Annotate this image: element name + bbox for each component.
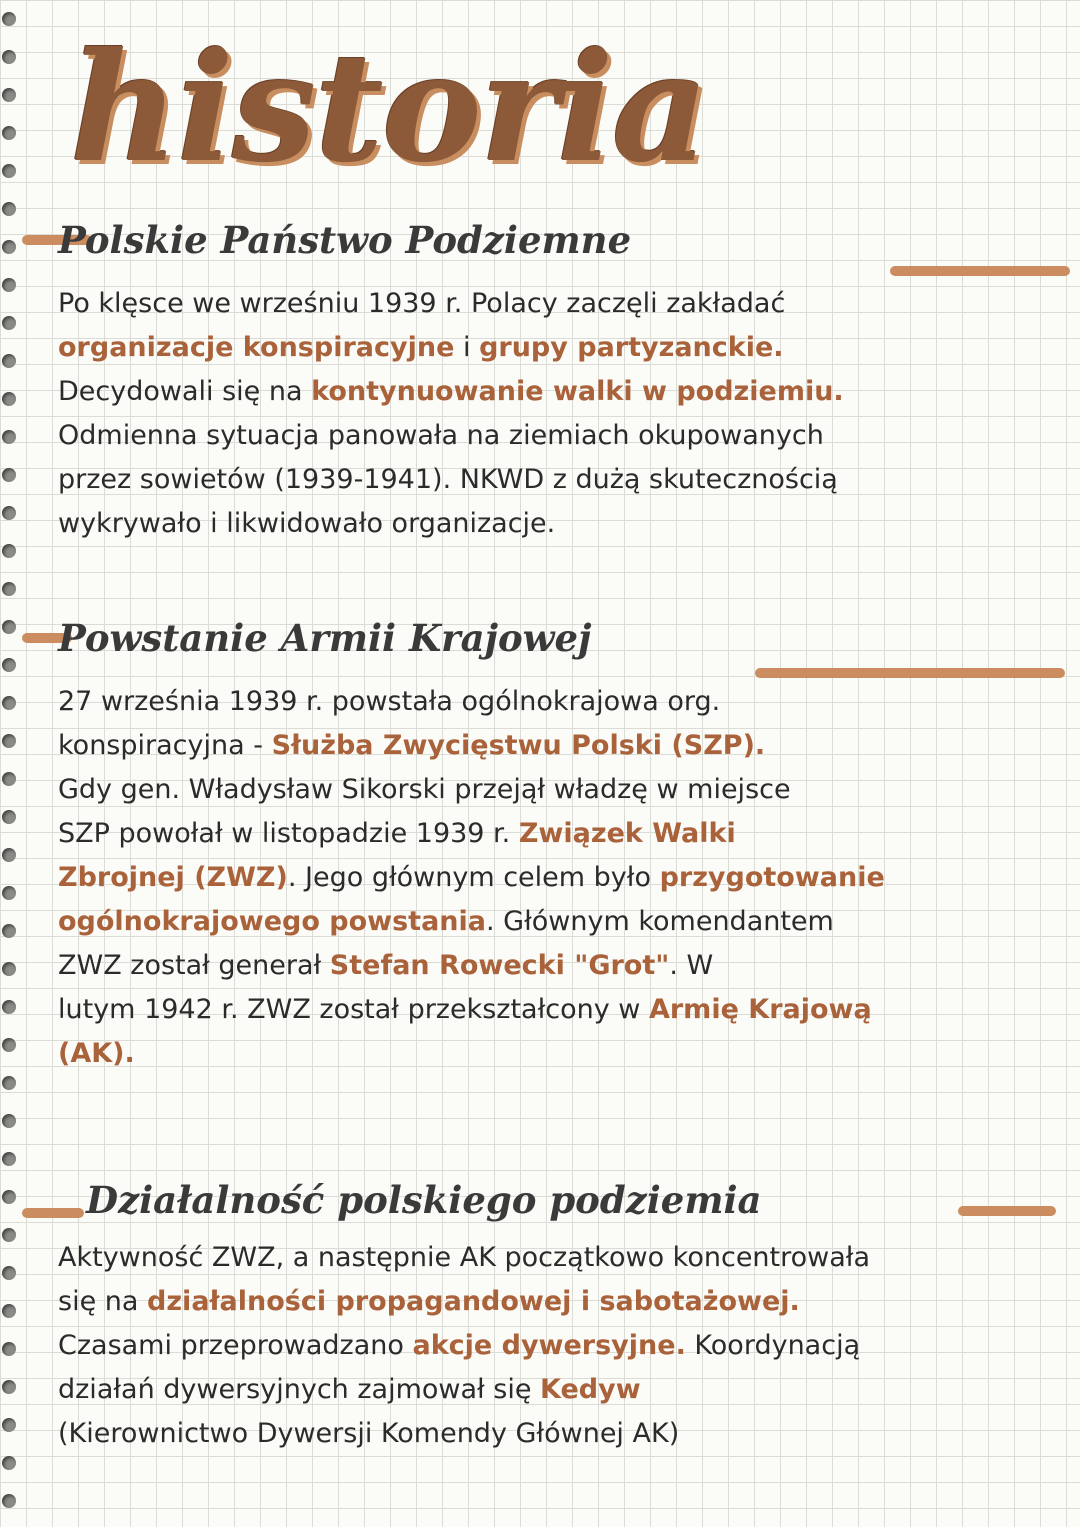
- text-line: [58, 944, 1058, 988]
- binding-hole: [2, 506, 16, 520]
- binding-hole: [2, 468, 16, 482]
- highlighted-term: (AK).: [58, 1038, 135, 1069]
- text-line: [58, 1236, 1058, 1280]
- text-line: [58, 458, 1058, 502]
- binding-hole: [2, 772, 16, 786]
- highlighted-term: ogólnokrajowego powstania: [58, 906, 486, 937]
- text-line: [58, 1280, 1058, 1324]
- text-segment: Po klęsce we wrześniu 1939 r. Polacy zaczęli zakładać: [58, 288, 786, 319]
- text-segment: działań dywersyjnych zajmował się: [58, 1374, 541, 1405]
- binding-hole: [2, 12, 16, 26]
- text-line: [58, 1032, 1058, 1076]
- text-segment: . W: [669, 950, 714, 981]
- binding-hole: [2, 1038, 16, 1052]
- binding-hole: [2, 848, 16, 862]
- text-line: [58, 414, 1058, 458]
- text-line: [58, 812, 1058, 856]
- binding-hole: [2, 240, 16, 254]
- binding-hole: [2, 886, 16, 900]
- notebook-spiral-binding: [0, 0, 22, 1527]
- binding-hole: [2, 1190, 16, 1204]
- binding-hole: [2, 316, 16, 330]
- text-line: [58, 680, 1058, 724]
- section-heading: Powstanie Armii Krajowej: [58, 616, 592, 660]
- text-line: [58, 900, 1058, 944]
- binding-hole: [2, 1228, 16, 1242]
- binding-hole: [2, 164, 16, 178]
- binding-hole: [2, 88, 16, 102]
- binding-hole: [2, 1000, 16, 1014]
- binding-hole: [2, 1380, 16, 1394]
- text-line: [58, 370, 1058, 414]
- binding-hole: [2, 126, 16, 140]
- text-segment: i: [454, 332, 480, 363]
- binding-hole: [2, 1152, 16, 1166]
- binding-hole: [2, 430, 16, 444]
- page-title: historia: [70, 20, 708, 196]
- highlighted-term: kontynuowanie walki w podziemiu.: [311, 376, 844, 407]
- highlighted-term: Związek Walki: [518, 818, 736, 849]
- heading-underline: [22, 1208, 84, 1218]
- highlighted-term: Stefan Rowecki "Grot": [329, 950, 670, 981]
- text-segment: Gdy gen. Władysław Sikorski przejął władzę w miejsce: [58, 774, 791, 805]
- text-line: [58, 856, 1058, 900]
- binding-hole: [2, 1266, 16, 1280]
- text-segment: Aktywność ZWZ, a następnie AK początkowo koncentrowała: [58, 1242, 871, 1273]
- text-line: [58, 988, 1058, 1032]
- text-segment: . Głównym komendantem: [486, 906, 834, 937]
- binding-hole: [2, 1418, 16, 1432]
- highlighted-term: przygotowanie: [659, 862, 885, 893]
- text-line: [58, 724, 1058, 768]
- binding-hole: [2, 1304, 16, 1318]
- binding-hole: [2, 278, 16, 292]
- binding-hole: [2, 620, 16, 634]
- binding-hole: [2, 696, 16, 710]
- section-heading: Polskie Państwo Podziemne: [58, 218, 632, 262]
- binding-hole: [2, 658, 16, 672]
- highlighted-term: Armię Krajową: [648, 994, 872, 1025]
- binding-hole: [2, 50, 16, 64]
- text-line: [58, 1324, 1058, 1368]
- section-body: [58, 680, 1058, 1076]
- text-segment: SZP powołał w listopadzie 1939 r.: [58, 818, 519, 849]
- text-segment: ZWZ został generał: [58, 950, 330, 981]
- highlighted-term: Służba Zwycięstwu Polski (SZP).: [271, 730, 766, 761]
- binding-hole: [2, 1342, 16, 1356]
- binding-hole: [2, 202, 16, 216]
- highlighted-term: działalności propagandowej i sabotażowej.: [147, 1286, 800, 1317]
- text-line: [58, 282, 1058, 326]
- highlighted-term: organizacje konspiracyjne: [58, 332, 455, 363]
- text-segment: wykrywało i likwidowało organizacje.: [58, 508, 556, 539]
- text-segment: 27 września 1939 r. powstała ogólnokrajowa org.: [58, 686, 721, 717]
- binding-hole: [2, 1456, 16, 1470]
- text-segment: (Kierownictwo Dywersji Komendy Głównej AK): [58, 1418, 680, 1449]
- text-segment: się na: [58, 1286, 148, 1317]
- binding-hole: [2, 810, 16, 824]
- text-segment: lutym 1942 r. ZWZ został przekształcony w: [58, 994, 649, 1025]
- binding-hole: [2, 1494, 16, 1508]
- highlighted-term: grupy partyzanckie.: [479, 332, 784, 363]
- text-line: [58, 1368, 1058, 1412]
- binding-hole: [2, 354, 16, 368]
- binding-hole: [2, 544, 16, 558]
- binding-hole: [2, 924, 16, 938]
- binding-hole: [2, 582, 16, 596]
- binding-hole: [2, 962, 16, 976]
- text-line: [58, 1412, 1058, 1456]
- binding-hole: [2, 1114, 16, 1128]
- heading-underline: [755, 668, 1065, 678]
- text-segment: . Jego głównym celem było: [287, 862, 660, 893]
- highlighted-term: Kedyw: [540, 1374, 641, 1405]
- text-segment: Czasami przeprowadzano: [58, 1330, 413, 1361]
- text-segment: Odmienna sytuacja panowała na ziemiach okupowanych: [58, 420, 824, 451]
- heading-underline: [890, 266, 1070, 276]
- section-body: [58, 282, 1058, 546]
- text-line: [58, 502, 1058, 546]
- binding-hole: [2, 392, 16, 406]
- text-segment: konspiracyjna -: [58, 730, 272, 761]
- text-segment: Koordynacją: [685, 1330, 861, 1361]
- highlighted-term: Zbrojnej (ZWZ): [58, 862, 288, 893]
- binding-hole: [2, 1076, 16, 1090]
- heading-underline: [958, 1206, 1056, 1216]
- binding-hole: [2, 734, 16, 748]
- section-body: [58, 1236, 1058, 1456]
- text-line: [58, 768, 1058, 812]
- text-line: [58, 326, 1058, 370]
- section-heading: Działalność polskiego podziemia: [86, 1178, 762, 1222]
- highlighted-term: akcje dywersyjne.: [412, 1330, 686, 1361]
- text-segment: przez sowietów (1939-1941). NKWD z dużą skutecznością: [58, 464, 838, 495]
- text-segment: Decydowali się na: [58, 376, 312, 407]
